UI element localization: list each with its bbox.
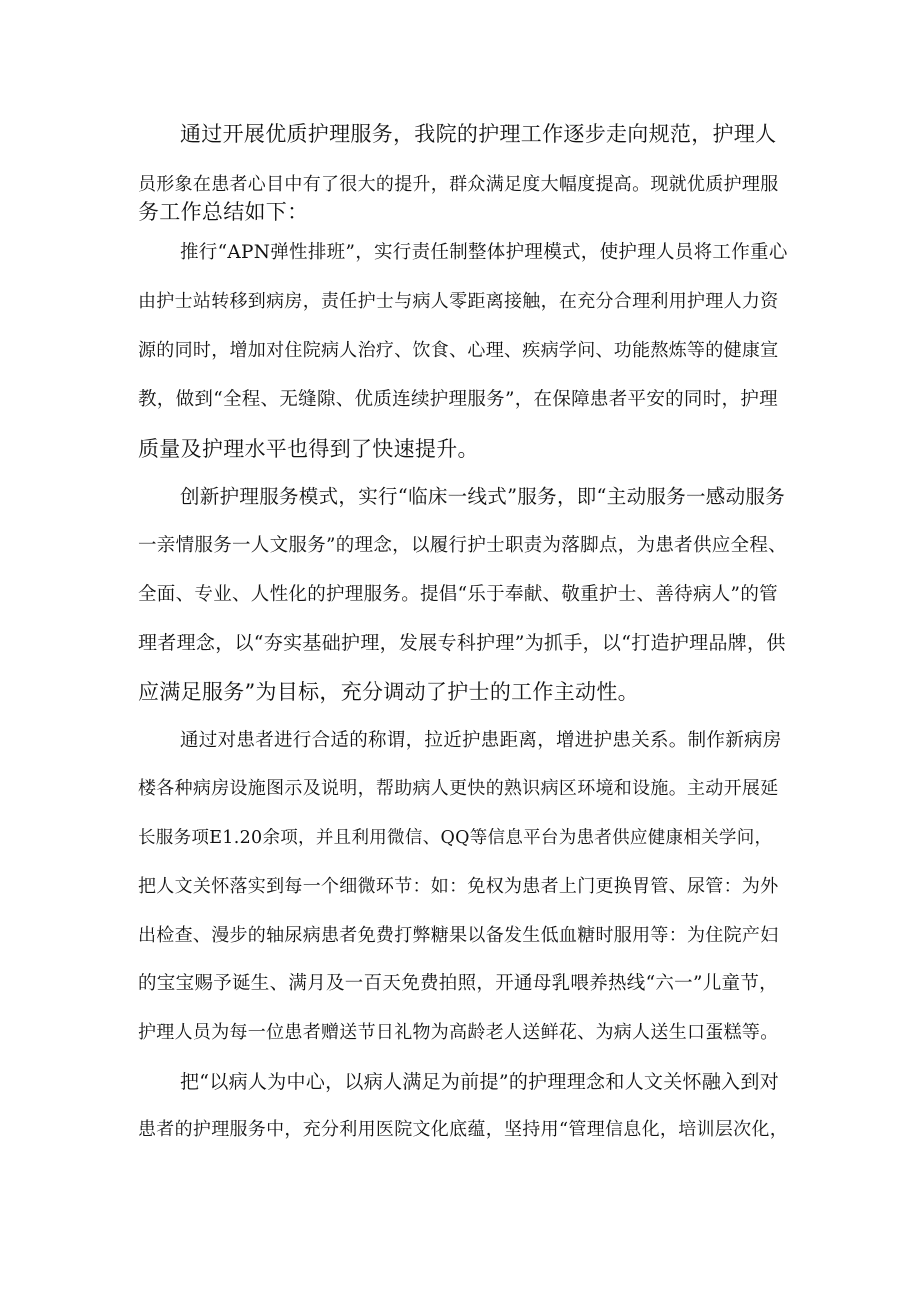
paragraph-4-line-4: 把人文关怀落实到每一个细微环节：如：免权为患者上门更换胃管、尿管：为外 (138, 876, 779, 897)
paragraph-3-line-1: 创新护理服务模式，实行“临床一线式”服务，即“主动服务一感动服务 (180, 485, 786, 508)
paragraph-2-line-2: 由护士站转移到病房，责任护士与病人零距离接触，在充分合理利用护理人力资 (138, 291, 779, 312)
paragraph-4-line-2: 楼各种病房设施图示及说明，帮助病人更快的熟识病区环境和设施。主动开展延 (138, 778, 779, 799)
paragraph-3-line-5: 应满足服务”为目标，充分调动了护士的工作主动性。 (138, 680, 639, 704)
paragraph-4-line-7: 护理人员为每一位患者赠送节日礼物为高龄老人送鲜花、为病人送生口蛋糕等。 (138, 1022, 779, 1043)
paragraph-2-line-5: 质量及护理水平也得到了快速提升。 (138, 437, 479, 461)
paragraph-4-line-5: 出检查、漫步的轴尿病患者免费打弊糖果以备发生低血糖时服用等：为住院产妇 (138, 925, 779, 946)
paragraph-2-line-1: 推行“APN弹性排班”，实行责任制整体护理模式，使护理人员将工作重心 (180, 242, 788, 263)
paragraph-1-line-1: 通过开展优质护理服务，我院的护理工作逐步走向规范，护理人 (180, 122, 777, 146)
paragraph-3-line-3: 全面、专业、人性化的护理服务。提倡“乐于奉献、敬重护士、善待病人”的管 (138, 584, 778, 605)
paragraph-2-line-3: 源的同时，增加对住院病人治疗、饮食、心理、疾病学问、功能熬炼等的健康宣 (138, 340, 779, 361)
paragraph-1-line-3: 务工作总结如下： (138, 200, 309, 224)
paragraph-5-line-1: 把“以病人为中心，以病人满足为前提”的护理理念和人文关怀融入到对 (180, 1071, 780, 1093)
paragraph-3-line-2: 一亲情服务一人文服务”的理念，以履行护士职责为落脚点，为患者供应全程、 (138, 535, 787, 556)
paragraph-2-line-4: 教，做到“全程、无缝隙、优质连续护理服务”，在保障患者平安的同时，护理 (138, 389, 778, 410)
paragraph-3-line-4: 理者理念，以“夯实基础护理，发展专科护理”为抓手，以“打造护理品牌，供 (138, 632, 786, 654)
paragraph-4-line-1: 通过对患者进行合适的称谓，拉近护患距离，增进护患关系。制作新病房 (180, 730, 782, 751)
paragraph-5-line-2: 患者的护理服务中，充分利用医院文化底蕴，坚持用“管理信息化，培训层次化， (138, 1119, 788, 1140)
paragraph-4-line-6: 的宝宝赐予诞生、满月及一百天免费拍照，开通母乳喂养热线“六一”儿童节， (138, 973, 778, 994)
paragraph-1-line-2: 员形象在患者心目中有了很大的提升，群众满足度大幅度提高。现就优质护理服 (138, 174, 779, 195)
paragraph-4-line-3: 长服务项E1.20余项，并且利用微信、QQ等信息平台为患者供应健康相关学问， (138, 828, 773, 848)
